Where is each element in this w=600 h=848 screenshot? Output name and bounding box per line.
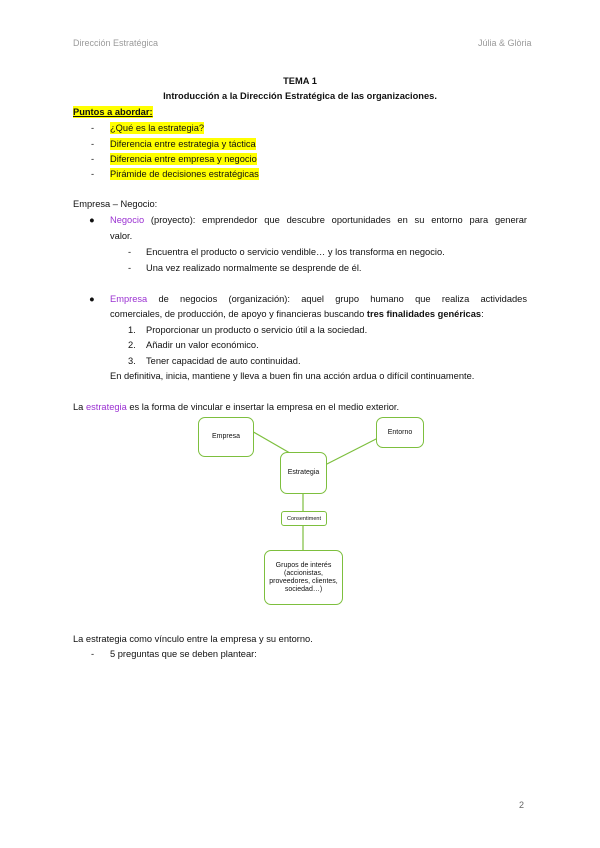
negocio-subitem: Encuentra el producto o servicio vendible… y los transforma en negocio.	[146, 247, 445, 257]
empresa-numbered-item: Añadir un valor económico.	[146, 340, 259, 350]
page-title: TEMA 1	[283, 76, 317, 86]
header-left: Dirección Estratégica	[73, 38, 159, 48]
dash-bullet: -	[91, 169, 95, 179]
negocio-line1: Negocio (proyecto): emprendedor que descubre oportunidades en su entorno para generar	[110, 215, 527, 225]
negocio-subitem: Una vez realizado normalmente se desprende de él.	[146, 263, 362, 273]
puntos-item: Pirámide de decisiones estratégicas	[110, 169, 259, 179]
diagram-node-entorno: Entorno	[376, 417, 424, 448]
estrategia-definition: La estrategia es la forma de vincular e insertar la empresa en el medio exterior.	[73, 402, 400, 412]
puntos-item: Diferencia entre empresa y negocio	[110, 154, 257, 164]
closing-item: 5 preguntas que se deben plantear:	[110, 649, 257, 659]
diagram-node-consentiment: Consentiment	[281, 511, 327, 526]
empresa-numbered-item: Tener capacidad de auto continuidad.	[146, 356, 301, 366]
page-subtitle: Introducción a la Dirección Estratégica de las organizaciones.	[163, 91, 437, 101]
dash-bullet: -	[91, 649, 95, 659]
empresa-line2: comerciales, de producción, de apoyo y financieras buscando tres finalidades genéricas:	[110, 309, 484, 319]
diagram-node-grupos: Grupos de interés (accionistas, proveedores, clientes, sociedad…)	[264, 550, 343, 605]
diagram-node-estrategia: Estrategia	[280, 452, 327, 494]
numbered-marker: 1.	[128, 325, 136, 335]
negocio-line2: valor.	[110, 231, 133, 241]
puntos-heading: Puntos a abordar:	[73, 107, 153, 117]
dash-bullet: -	[91, 139, 95, 149]
dash-bullet: -	[128, 263, 132, 273]
dash-bullet: -	[91, 123, 95, 133]
numbered-marker: 3.	[128, 356, 136, 366]
closing-line: La estrategia como vínculo entre la empresa y su entorno.	[73, 634, 313, 644]
puntos-item: ¿Qué es la estrategia?	[110, 123, 205, 133]
section-heading: Empresa – Negocio:	[73, 199, 158, 209]
empresa-conclusion: En definitiva, inicia, mantiene y lleva a buen fin una acción ardua o difícil continuamente.	[110, 371, 475, 381]
puntos-item: Diferencia entre estrategia y táctica	[110, 139, 256, 149]
empresa-line1: Empresa de negocios (organización): aquel grupo humano que realiza actividades	[110, 294, 527, 304]
empresa-numbered-item: Proporcionar un producto o servicio útil a la sociedad.	[146, 325, 368, 335]
dash-bullet: -	[128, 247, 132, 257]
page-number: 2	[519, 800, 525, 810]
round-bullet: ●	[89, 294, 95, 304]
diagram-node-empresa: Empresa	[198, 417, 254, 457]
numbered-marker: 2.	[128, 340, 136, 350]
round-bullet: ●	[89, 215, 95, 225]
dash-bullet: -	[91, 154, 95, 164]
header-right: Júlia & Glòria	[478, 38, 532, 48]
